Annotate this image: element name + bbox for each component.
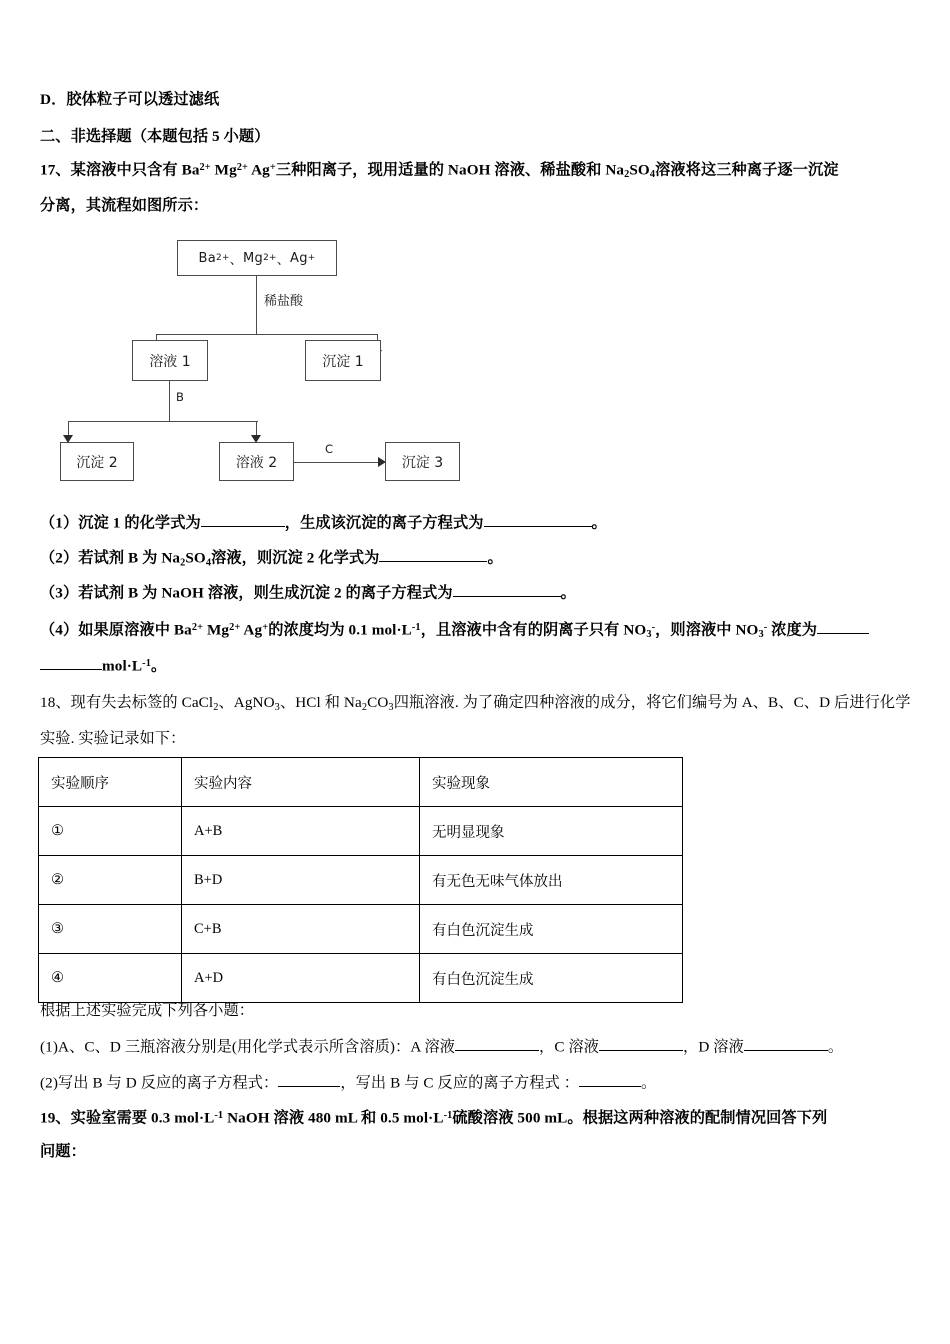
table-row bbox=[39, 905, 683, 954]
q17-sub4-e: ，且溶液中含有的阴离子只有 NO bbox=[420, 621, 647, 639]
q19-c: 硫酸溶液 500 mL。根据这两种溶液的配制情况回答下列 bbox=[452, 1109, 828, 1127]
flow-box-solution-1: 溶液 1 bbox=[132, 340, 208, 381]
flow-ion-ba-charge: 2+ bbox=[216, 253, 230, 263]
cell-phenomenon: 有白色沉淀生成 bbox=[420, 954, 683, 1003]
section-heading: 二、非选择题（本题包括 5 小题） bbox=[40, 128, 270, 145]
q17-sub2-so4-sub: 4 bbox=[205, 557, 212, 569]
q17-stem-part-f: 溶液将这三种离子逐一沉淀 bbox=[655, 161, 839, 179]
option-d-text: D．胶体粒子可以透过滤纸 bbox=[40, 91, 220, 108]
experiment-records-table bbox=[38, 757, 683, 1003]
cell-phenomenon: 有白色沉淀生成 bbox=[420, 905, 683, 954]
q17-sub3-b: 。 bbox=[560, 584, 576, 602]
q17-sub4-f: ，则溶液中 NO bbox=[655, 621, 759, 639]
q17-sub3-a: （3）若试剂 B 为 NaOH 溶液，则生成沉淀 2 的离子方程式为 bbox=[40, 584, 453, 602]
q17-sub4-c: Ag bbox=[240, 621, 263, 639]
q19-stem-line1 bbox=[40, 1106, 827, 1128]
q17-sub2 bbox=[40, 547, 503, 573]
cell-phenomenon: 有无色无味气体放出 bbox=[420, 856, 683, 905]
q18-sub1-blank-c[interactable] bbox=[599, 1036, 683, 1051]
cell-order: ③ bbox=[39, 905, 182, 954]
q17-sub2-a: （2）若试剂 B 为 Na bbox=[40, 549, 181, 567]
table-header-order: 实验顺序 bbox=[39, 758, 182, 807]
q18-b: 、AgNO bbox=[218, 694, 275, 711]
cell-content: A+D bbox=[182, 954, 420, 1003]
q17-sub4-mg-charge: 2+ bbox=[229, 622, 241, 633]
q18-sub2-c: 。 bbox=[641, 1074, 657, 1092]
flow-connector-stem-top bbox=[256, 276, 257, 334]
q17-sub3 bbox=[40, 582, 576, 603]
q17-stem-line1 bbox=[40, 158, 839, 185]
q17-sub4-line2 bbox=[40, 654, 166, 676]
flow-box-solution-2: 溶液 2 bbox=[219, 442, 294, 481]
q18-sub2-blank-1[interactable] bbox=[278, 1072, 340, 1087]
cell-content: B+D bbox=[182, 856, 420, 905]
q17-sub2-b: SO bbox=[185, 549, 206, 567]
q17-sub2-d: 。 bbox=[487, 549, 503, 567]
q17-so4-sub: 4 bbox=[649, 169, 656, 181]
flow-box-precipitate-3: 沉淀 3 bbox=[385, 442, 460, 481]
q17-sub4-no3-charge-2: - bbox=[763, 622, 768, 633]
q18-d: CO bbox=[367, 694, 389, 711]
table-row bbox=[39, 954, 683, 1003]
q18-sub2-blank-2[interactable] bbox=[579, 1072, 641, 1087]
q17-sub4-ag-charge: + bbox=[262, 622, 269, 633]
flow-connector-split-mid bbox=[68, 421, 258, 422]
q17-sub1-blank-1[interactable] bbox=[201, 512, 285, 527]
q18-prompt: 根据上述实验完成下列各小题： bbox=[40, 1002, 255, 1019]
q18-sub1-blank-d[interactable] bbox=[744, 1036, 828, 1051]
q19-naoh-conc-exp: -1 bbox=[214, 1110, 224, 1121]
cell-order: ④ bbox=[39, 954, 182, 1003]
flow-ion-sep2: 、 bbox=[276, 252, 290, 268]
q17-sub2-na-sub: 2 bbox=[180, 557, 186, 569]
q18-cacl2-sub: 2 bbox=[213, 701, 219, 713]
q18-stem-line2: 实验. 实验记录如下： bbox=[40, 730, 186, 747]
q17-sub4-a: （4）如果原溶液中 Ba bbox=[40, 621, 192, 639]
flow-ion-mg: Mg bbox=[242, 250, 264, 266]
table-row bbox=[39, 807, 683, 856]
q17-sub1-c: 。 bbox=[591, 514, 607, 532]
flow-box-precipitate-2: 沉淀 2 bbox=[60, 442, 134, 481]
q18-na2co3-sub-na: 2 bbox=[361, 701, 368, 713]
cell-order: ① bbox=[39, 807, 182, 856]
cell-content: A+B bbox=[182, 807, 420, 856]
q18-sub2-b: ，写出 B 与 C 反应的离子方程式 ： bbox=[340, 1074, 580, 1092]
q19-a: 19、实验室需要 0.3 mol·L bbox=[40, 1109, 215, 1127]
q17-stem-part-b: Mg bbox=[210, 161, 237, 179]
cell-content: C+B bbox=[182, 905, 420, 954]
flow-ion-ag-charge: + bbox=[307, 253, 316, 263]
q17-stem-part-a: 17、某溶液中只含有 Ba bbox=[40, 161, 200, 179]
flow-label-reagent-b: B bbox=[176, 390, 184, 404]
separation-flowchart bbox=[40, 228, 510, 498]
q17-sub4-ba-charge: 2+ bbox=[191, 622, 204, 633]
flow-ion-sep1: 、 bbox=[229, 252, 243, 268]
flow-box-ions bbox=[177, 240, 337, 276]
q17-sub4-line1 bbox=[40, 618, 869, 645]
q17-ba-charge: 2+ bbox=[199, 162, 211, 173]
q17-ag-charge: + bbox=[269, 162, 276, 173]
q18-e: 四瓶溶液. 为了确定四种溶液的成分，将它们编号为 A、B、C、D 后进行化学 bbox=[393, 694, 911, 711]
flow-label-reagent-c: C bbox=[325, 442, 334, 456]
q19-stem-line2: 问题： bbox=[40, 1143, 86, 1160]
flow-ion-mg-charge: 2+ bbox=[263, 253, 277, 263]
flow-box-precipitate-1: 沉淀 1 bbox=[305, 340, 381, 381]
q18-sub1 bbox=[40, 1036, 843, 1057]
table-header-row bbox=[39, 758, 683, 807]
q17-na-sub: 2 bbox=[624, 169, 630, 181]
table-row bbox=[39, 856, 683, 905]
table-header-content: 实验内容 bbox=[182, 758, 420, 807]
q19-h2so4-conc-exp: -1 bbox=[443, 1110, 453, 1121]
q17-sub4-unit-exp: -1 bbox=[142, 658, 151, 669]
q17-sub1-b: ，生成该沉淀的离子方程式为 bbox=[284, 514, 484, 532]
q17-mg-charge: 2+ bbox=[236, 162, 249, 173]
q19-b: NaOH 溶液 480 mL 和 0.5 mol·L bbox=[223, 1109, 444, 1127]
q18-sub1-a: (1)A、C、D 三瓶溶液分别是(用化学式表示所含溶质)：A 溶液 bbox=[40, 1038, 456, 1056]
q18-sub2-a: (2)写出 B 与 D 反应的离子方程式： bbox=[40, 1074, 279, 1092]
q17-sub4-no3-charge-1: - bbox=[651, 622, 656, 633]
q18-sub1-c: ，D 溶液 bbox=[683, 1038, 744, 1056]
q17-stem-part-d: 三种阳离子，现用适量的 NaOH 溶液、稀盐酸和 Na bbox=[275, 161, 625, 179]
flow-ion-ag: Ag bbox=[290, 250, 308, 266]
q17-sub4-b: Mg bbox=[203, 621, 230, 639]
flow-label-dilute-hcl: 稀盐酸 bbox=[264, 294, 304, 309]
q17-sub4-g: 浓度为 bbox=[767, 621, 818, 639]
q18-a: 18、现有失去标签的 CaCl bbox=[40, 694, 214, 711]
q17-sub1-blank-2[interactable] bbox=[484, 512, 592, 527]
q17-sub4-period: 。 bbox=[150, 657, 167, 675]
cell-order: ② bbox=[39, 856, 182, 905]
q17-sub4-no3-sub-2: 3 bbox=[758, 629, 764, 641]
cell-phenomenon: 无明显现象 bbox=[420, 807, 683, 856]
q18-sub1-b: ，C 溶液 bbox=[539, 1038, 600, 1056]
q17-stem-part-e: SO bbox=[629, 161, 650, 179]
table-header-phenomenon: 实验现象 bbox=[420, 758, 683, 807]
q18-sub2 bbox=[40, 1072, 656, 1093]
q17-sub4-no3-sub-1: 3 bbox=[646, 629, 652, 641]
q17-sub4-molL-exp: -1 bbox=[411, 622, 421, 633]
q18-sub1-blank-a[interactable] bbox=[455, 1036, 539, 1051]
q17-sub2-blank-1[interactable] bbox=[379, 547, 487, 562]
q17-sub4-blank-1[interactable] bbox=[817, 619, 869, 634]
q17-sub4-d: 的浓度均为 0.1 mol·L bbox=[268, 621, 412, 639]
flow-ion-ba: Ba bbox=[198, 250, 217, 266]
q18-sub1-d: 。 bbox=[827, 1038, 844, 1056]
q17-sub4-unit: mol·L bbox=[102, 657, 143, 675]
flow-connector-stem-mid bbox=[169, 381, 170, 421]
q17-sub4-blank-2[interactable] bbox=[40, 655, 102, 670]
q17-stem-line2: 分离，其流程如图所示： bbox=[40, 197, 209, 214]
q17-stem-part-c: Ag bbox=[248, 161, 270, 179]
q17-sub2-c: 溶液，则沉淀 2 化学式为 bbox=[211, 549, 380, 567]
q18-c: 、HCl 和 Na bbox=[279, 694, 362, 711]
flow-connector-split-top bbox=[156, 334, 378, 335]
q18-na2co3-sub-co3: 3 bbox=[388, 701, 394, 713]
q18-agno3-sub: 3 bbox=[274, 701, 280, 713]
q17-sub1-a: （1）沉淀 1 的化学式为 bbox=[40, 514, 201, 532]
q18-stem-line1 bbox=[40, 693, 911, 718]
q17-sub1 bbox=[40, 512, 607, 533]
flow-connector-to-precipitate3 bbox=[294, 462, 380, 463]
q17-sub3-blank-1[interactable] bbox=[453, 582, 561, 597]
